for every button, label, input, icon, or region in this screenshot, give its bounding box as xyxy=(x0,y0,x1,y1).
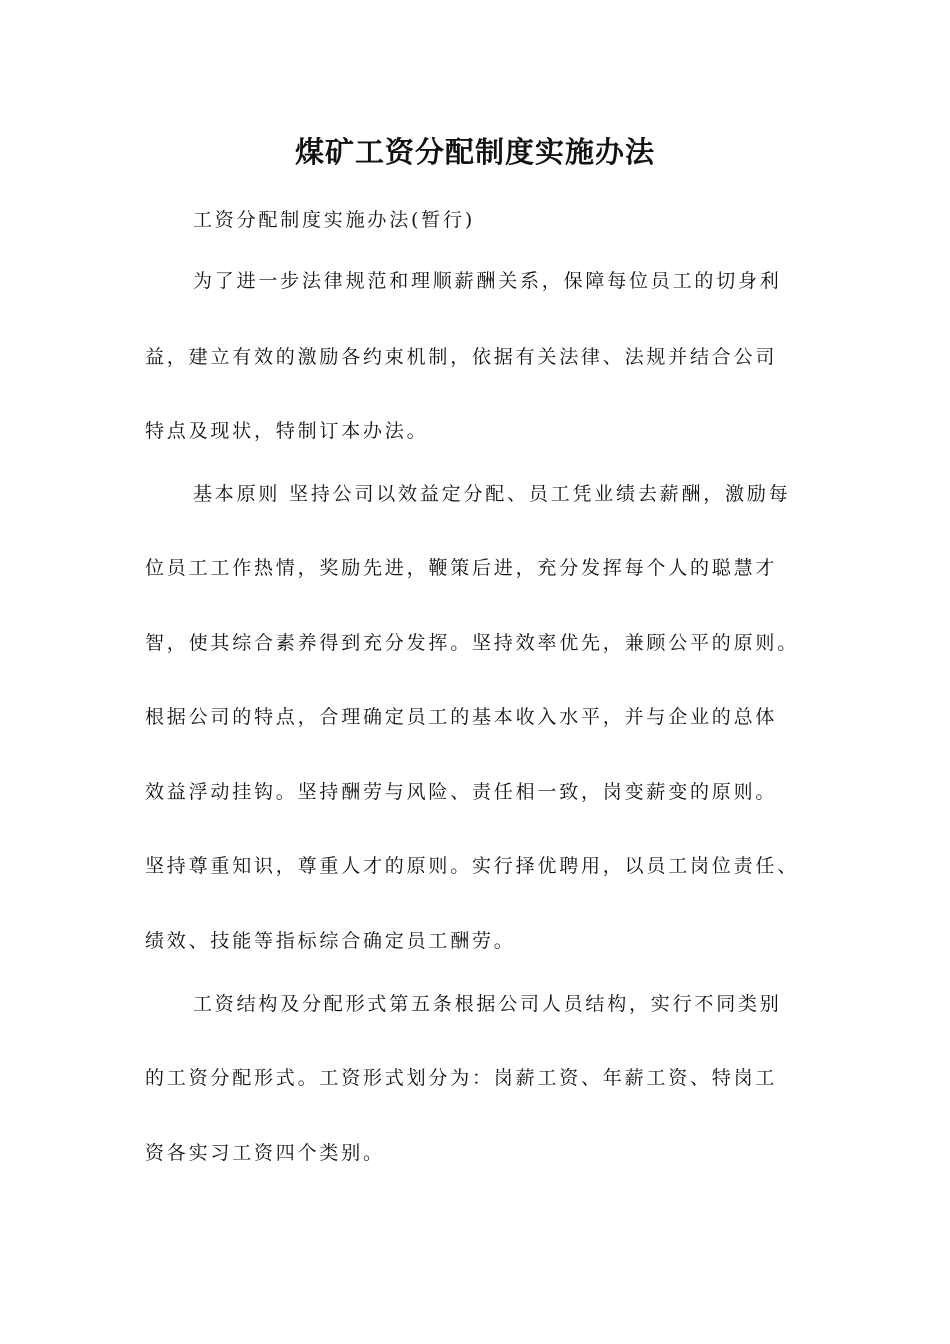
paragraph-2-line-4: 根据公司的特点，合理确定员工的基本收入水平，并与企业的总体 xyxy=(145,706,778,728)
paragraph-3-line-2: 的工资分配形式。工资形式划分为：岗薪工资、年薪工资、特岗工 xyxy=(145,1067,778,1089)
document-title: 煤矿工资分配制度实施办法 xyxy=(294,135,655,169)
paragraph-2-line-3: 智，使其综合素养得到充分发挥。坚持效率优先，兼顾公平的原则。 xyxy=(145,632,800,654)
paragraph-1-line-1: 为了进一步法律规范和理顺薪酬关系，保障每位员工的切身利 xyxy=(193,270,782,292)
subtitle-line: 工资分配制度实施办法(暂行) xyxy=(193,209,476,231)
paragraph-2-line-2: 位员工工作热情，奖励先进，鞭策后进，充分发挥每个人的聪慧才 xyxy=(145,557,778,579)
paragraph-2-line-5: 效益浮动挂钩。坚持酬劳与风险、责任相一致，岗变薪变的原则。 xyxy=(145,781,778,803)
paragraph-3-line-3: 资各实习工资四个类别。 xyxy=(145,1142,385,1164)
paragraph-3-line-1: 工资结构及分配形式第五条根据公司人员结构，实行不同类别 xyxy=(193,993,782,1015)
paragraph-1-line-2: 益，建立有效的激励各约束机制，依据有关法律、法规并结合公司 xyxy=(145,346,778,368)
paragraph-2-line-7: 绩效、技能等指标综合确定员工酬劳。 xyxy=(145,930,516,952)
paragraph-2-line-6: 坚持尊重知识，尊重人才的原则。实行择优聘用，以员工岗位责任、 xyxy=(145,855,800,877)
paragraph-1-line-3: 特点及现状，特制订本办法。 xyxy=(145,420,429,442)
paragraph-2-line-1: 基本原则 坚持公司以效益定分配、员工凭业绩去薪酬，激励每 xyxy=(193,483,791,505)
